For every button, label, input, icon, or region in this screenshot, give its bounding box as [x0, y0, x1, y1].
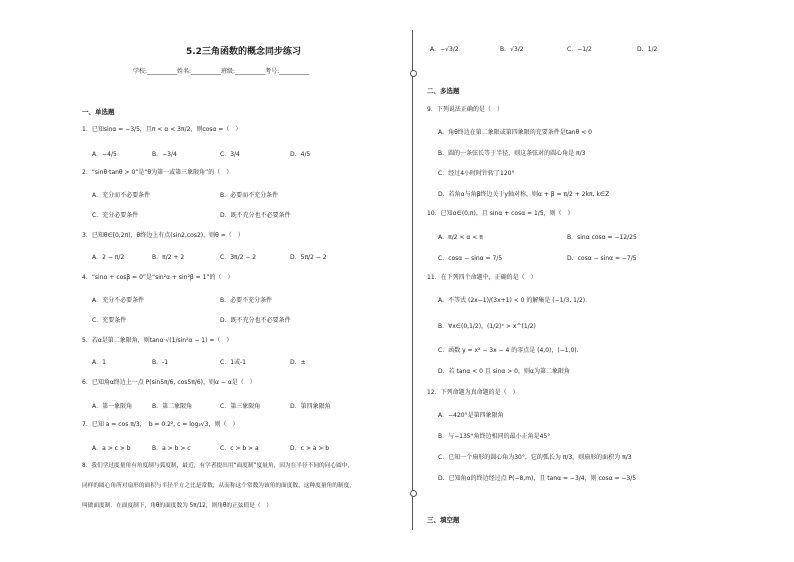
q9-option-b: B．圆的一条弦长等于半径，则这条弦对的圆心角是 π/3: [438, 150, 586, 157]
q11-option-a: A．不等式 (2x−1)/(3x+1) < 0 的解集是 (−1/3, 1/2)．: [438, 297, 592, 304]
q10-option-d: D．cosα − sinα = −7/5: [567, 255, 637, 262]
section-fill-in: 三、填空题: [427, 516, 460, 524]
q5-option-d: D．±: [290, 359, 306, 366]
q5-option-b: B．-1: [152, 359, 169, 366]
q12-option-c: C．已知一个扇形的圆心角为30°，它的弧长为 π/3，则扇形的面积为 π/3: [438, 454, 632, 461]
q6-option-d: D．第四象限角: [290, 403, 331, 410]
q7-option-a: A．a > c > b: [92, 445, 131, 452]
q12-option-a: A．−420°是第四象限角: [438, 412, 504, 419]
q11-option-d: D．若 tanα < 0 且 sinα > 0，则α为第二象限角: [438, 368, 570, 375]
q7-option-d: D．c > a > b: [290, 445, 330, 452]
question-4: 4．“sinα + cosβ = 0”是“sin²α + sin²β = 1”的（ ）: [82, 274, 234, 281]
q3-option-b: B．π/2 + 2: [152, 254, 185, 261]
q4-option-b: B．必要不充分条件: [220, 297, 273, 304]
column-divider: [412, 30, 413, 530]
section-multi-choice: 二、多选题: [427, 87, 460, 95]
q6-option-c: C．第三象限角: [220, 403, 261, 410]
q7-option-c: C．c > b > a: [220, 445, 259, 452]
question-10: 10．已知α∈(0,π)，且 sinα + cosα = 1/5，则（ ）: [427, 210, 574, 217]
q4-option-c: C．充要条件: [92, 317, 127, 324]
page-title: 5.2三角函数的概念同步练习: [186, 47, 301, 57]
q1-option-c: C．3/4: [220, 151, 240, 158]
q2-option-b: B．必要而不充分条件: [220, 192, 279, 199]
q1-option-d: D．4/5: [290, 151, 311, 158]
q4-option-a: A．充分不必要条件: [92, 297, 145, 304]
q3-option-a: A．2 − π/2: [92, 254, 125, 261]
q12-option-d: D．已知角α的终边经过点 P(−8,m)，且 tanα = −3/4，则 cosα = −3/5: [438, 475, 637, 482]
question-3: 3．已知θ∈[0,2π)，θ终边上有点(sin2,cos2)，则θ =（ ）: [82, 232, 244, 239]
q6-option-a: A．第一象限角: [92, 403, 133, 410]
q10-option-a: A．π/2 < α < π: [438, 234, 483, 241]
q12-option-b: B．与−135°角终边相同的最小正角是45°: [438, 433, 551, 440]
q5-option-a: A．1: [92, 359, 106, 366]
q9-option-a: A．角θ终边在第二象限或第四象限的充要条件是tanθ < 0: [438, 129, 592, 136]
question-11: 11．在下列四个命题中，正确的是（ ）: [427, 274, 537, 281]
q8-option-d: D．1/2: [637, 46, 658, 53]
question-8-line-1: 8．我们学过度量角有角度制与弧度制，最近，有学者提出用“面度制”度量角，因为在半径不同的同心圆中，: [82, 463, 354, 469]
question-8-line-3: 叫做面度制．在面度制下，角θ的面度数为 5π/12，则角θ的正弦值是（ ）: [82, 503, 272, 509]
q3-option-d: D．5π/2 − 2: [290, 254, 327, 261]
q3-option-c: C．3π/2 − 2: [220, 254, 257, 261]
q4-option-d: D．既不充分也不必要条件: [220, 317, 291, 324]
question-5: 5．若α是第二象限角，则tanα·√(1/sin²α − 1) =（ ）: [82, 337, 233, 344]
question-9: 9．下列说法正确的是（ ）: [427, 106, 503, 113]
q1-option-a: A．−4/5: [92, 151, 117, 158]
question-12: 12．下列命题为真命题的是（ ）: [427, 389, 519, 396]
q9-option-c: C．经过4小时时针转了120°: [438, 170, 515, 177]
q2-option-a: A．充分而不必要条件: [92, 192, 151, 199]
q9-option-d: D．若角α与角β终边关于y轴对称，则α + β = π/2 + 2kπ, k∈Z: [438, 191, 610, 198]
q8-option-a: A．−√3/2: [430, 46, 459, 53]
question-6: 6．已知角α终边上一点 P(sin5π/6, cos5π/6)，则α − α是（ ）: [82, 379, 256, 386]
q8-option-c: C．−1/2: [567, 46, 592, 53]
q6-option-b: B．第二象限角: [152, 403, 193, 410]
q8-option-b: B．√3/2: [500, 46, 524, 53]
student-info-line: 学校:__________姓名:__________班级:__________考号:__________: [133, 68, 310, 75]
section-single-choice: 一、单选题: [82, 108, 115, 116]
q2-option-c: C．充分必要条件: [92, 212, 139, 219]
question-2: 2．“sinθ·tanθ > 0”是“θ为第一或第三象限角”的（ ）: [82, 169, 233, 176]
q11-option-c: C．函数 y = x² − 3x − 4 的零点是 (4,0)，(−1,0)．: [438, 347, 583, 354]
question-8-line-2: 同样的圆心角所对扇形的面积与半径平方之比是常数，从而称这个常数为该角的面度数，这种度量角的制度，: [82, 483, 355, 489]
q2-option-d: D．既不充分也不必要条件: [220, 212, 291, 219]
q10-option-c: C．cosα − sinα = 7/5: [438, 255, 503, 262]
q7-option-b: B．a > b > c: [152, 445, 191, 452]
q11-option-b: B．∀x∈(0,1/2)，(1/2)ˣ > x^(1/2): [438, 323, 536, 330]
q1-option-b: B．−3/4: [152, 151, 177, 158]
q10-option-b: B．sinα cosα = −12/25: [567, 234, 637, 241]
question-1: 1．已知sinα = −3/5，且π < α < 3π/2，则cosα =（ ）: [82, 126, 242, 133]
question-7: 7．已知 a = cos π/3， b = 0.2², c = log₂√3，则（ ）: [82, 421, 239, 428]
q5-option-c: C．1或-1: [220, 359, 246, 366]
